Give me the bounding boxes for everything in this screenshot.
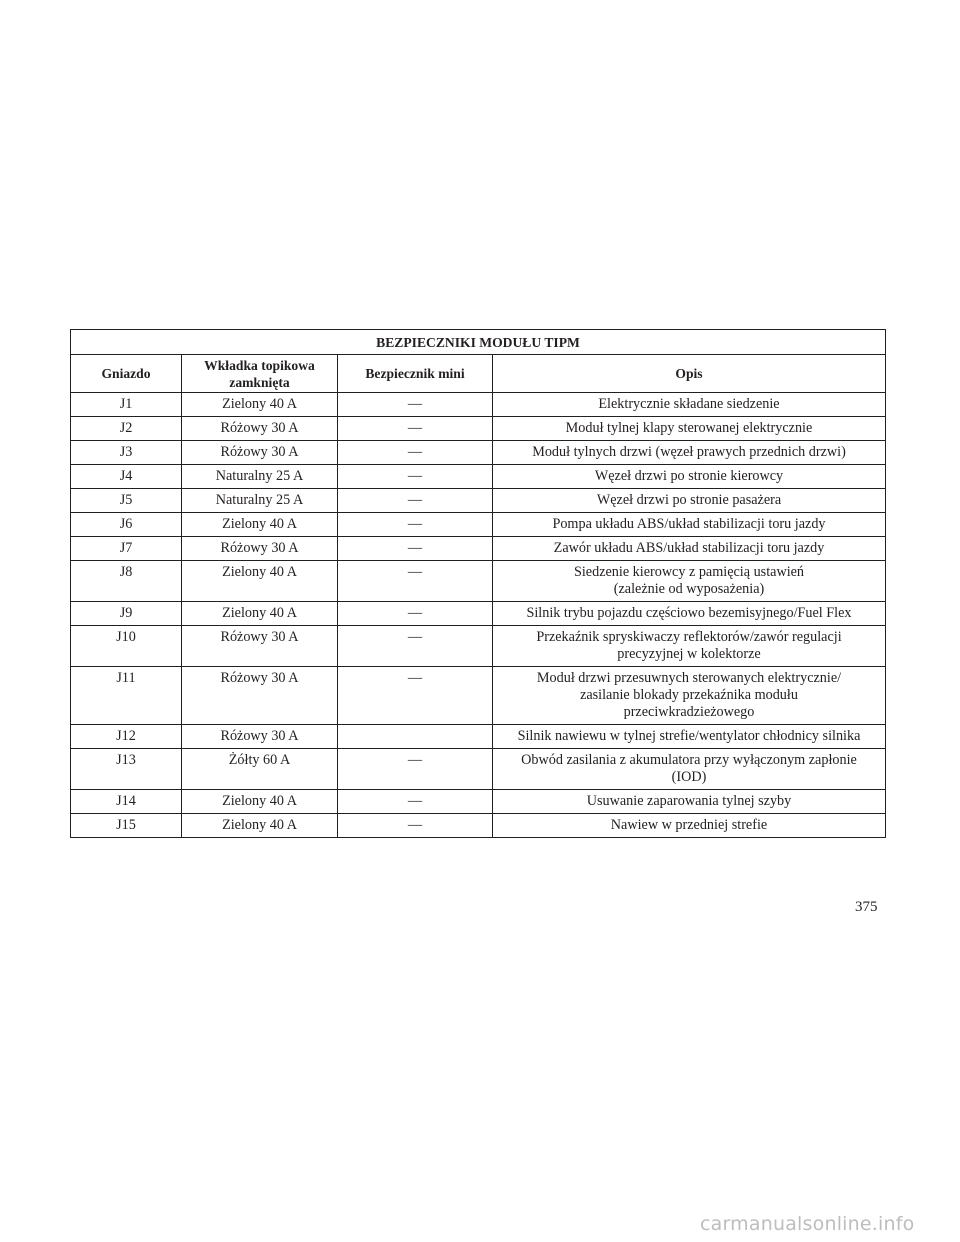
table-row — [71, 513, 886, 537]
description-line: zasilanie blokady przekaźnika modułu — [580, 687, 798, 703]
description-line: (zależnie od wyposażenia) — [613, 581, 765, 597]
cell-socket: J1 — [71, 393, 182, 417]
cell-cartridge-fuse: Różowy 30 A — [182, 667, 338, 725]
cell-mini-fuse: — — [338, 417, 493, 441]
table-row — [71, 626, 886, 667]
cell-mini-fuse: — — [338, 626, 493, 667]
header-cartridge-line2: zamknięta — [229, 374, 290, 390]
cell-cartridge-fuse: Zielony 40 A — [182, 814, 338, 838]
cell-socket: J8 — [71, 561, 182, 602]
cell-cartridge-fuse: Żółty 60 A — [182, 749, 338, 790]
cell-socket: J2 — [71, 417, 182, 441]
table-row — [71, 814, 886, 838]
cell-mini-fuse: — — [338, 465, 493, 489]
cell-socket: J10 — [71, 626, 182, 667]
description-line: Przekaźnik spryskiwaczy reflektorów/zawór regulacji — [536, 629, 842, 645]
cell-description — [493, 749, 886, 790]
cell-mini-fuse: — — [338, 561, 493, 602]
cell-description: Usuwanie zaparowania tylnej szyby — [493, 790, 886, 814]
cell-description — [493, 561, 886, 602]
table-title-row — [71, 330, 886, 355]
cell-description: Węzeł drzwi po stronie kierowcy — [493, 465, 886, 489]
cell-socket: J4 — [71, 465, 182, 489]
table-row — [71, 537, 886, 561]
cell-socket: J7 — [71, 537, 182, 561]
cell-description: Elektrycznie składane siedzenie — [493, 393, 886, 417]
description-line: Obwód zasilania z akumulatora przy wyłączonym zapłonie — [521, 752, 857, 768]
cell-cartridge-fuse: Różowy 30 A — [182, 626, 338, 667]
cell-mini-fuse: — — [338, 537, 493, 561]
table-row — [71, 749, 886, 790]
header-socket: Gniazdo — [71, 355, 182, 393]
cell-cartridge-fuse: Różowy 30 A — [182, 725, 338, 749]
table-row — [71, 725, 886, 749]
cell-socket: J6 — [71, 513, 182, 537]
cell-description: Silnik nawiewu w tylnej strefie/wentylator chłodnicy silnika — [493, 725, 886, 749]
cell-mini-fuse: — — [338, 602, 493, 626]
header-cartridge-fuse — [182, 355, 338, 393]
fuse-table — [70, 329, 886, 838]
cell-description: Moduł tylnej klapy sterowanej elektrycznie — [493, 417, 886, 441]
table-row — [71, 465, 886, 489]
cell-cartridge-fuse: Różowy 30 A — [182, 441, 338, 465]
cell-description: Moduł tylnych drzwi (węzeł prawych przednich drzwi) — [493, 441, 886, 465]
page-number: 375 — [855, 899, 878, 915]
table-row — [71, 417, 886, 441]
description-line: Moduł drzwi przesuwnych sterowanych elektrycznie/ — [536, 670, 842, 686]
cell-cartridge-fuse: Zielony 40 A — [182, 561, 338, 602]
cell-socket: J11 — [71, 667, 182, 725]
cell-cartridge-fuse: Zielony 40 A — [182, 513, 338, 537]
table-row — [71, 667, 886, 725]
cell-mini-fuse: — — [338, 441, 493, 465]
footer-watermark: carmanualsonline.info — [700, 1213, 915, 1235]
cell-description: Węzeł drzwi po stronie pasażera — [493, 489, 886, 513]
fuse-rows — [71, 393, 886, 838]
cell-socket: J13 — [71, 749, 182, 790]
cell-socket: J14 — [71, 790, 182, 814]
table-header-row — [71, 355, 886, 393]
description-line: precyzyjnej w kolektorze — [617, 646, 761, 662]
table-row — [71, 602, 886, 626]
cell-mini-fuse: — — [338, 749, 493, 790]
description-line: Siedzenie kierowcy z pamięcią ustawień — [573, 564, 805, 580]
cell-description: Zawór układu ABS/układ stabilizacji toru jazdy — [493, 537, 886, 561]
header-description: Opis — [493, 355, 886, 393]
cell-description — [493, 626, 886, 667]
cell-cartridge-fuse: Naturalny 25 A — [182, 465, 338, 489]
cell-socket: J12 — [71, 725, 182, 749]
cell-description: Nawiew w przedniej strefie — [493, 814, 886, 838]
table-row — [71, 561, 886, 602]
cell-description: Pompa układu ABS/układ stabilizacji toru jazdy — [493, 513, 886, 537]
cell-socket: J15 — [71, 814, 182, 838]
cell-mini-fuse: — — [338, 667, 493, 725]
cell-mini-fuse — [338, 725, 493, 749]
cell-cartridge-fuse: Różowy 30 A — [182, 417, 338, 441]
cell-socket: J9 — [71, 602, 182, 626]
table-row — [71, 441, 886, 465]
cell-description — [493, 667, 886, 725]
cell-description: Silnik trybu pojazdu częściowo bezemisyjnego/Fuel Flex — [493, 602, 886, 626]
header-mini-fuse: Bezpiecznik mini — [338, 355, 493, 393]
table-row — [71, 489, 886, 513]
cell-mini-fuse: — — [338, 814, 493, 838]
description-line: (IOD) — [671, 769, 707, 785]
cell-socket: J5 — [71, 489, 182, 513]
cell-cartridge-fuse: Zielony 40 A — [182, 790, 338, 814]
cell-mini-fuse: — — [338, 513, 493, 537]
cell-socket: J3 — [71, 441, 182, 465]
cell-cartridge-fuse: Naturalny 25 A — [182, 489, 338, 513]
table-row — [71, 393, 886, 417]
description-line: przeciwkradzieżowego — [623, 704, 755, 720]
cell-mini-fuse: — — [338, 489, 493, 513]
table-row — [71, 790, 886, 814]
cell-cartridge-fuse: Zielony 40 A — [182, 602, 338, 626]
cell-cartridge-fuse: Zielony 40 A — [182, 393, 338, 417]
cell-mini-fuse: — — [338, 393, 493, 417]
cell-cartridge-fuse: Różowy 30 A — [182, 537, 338, 561]
table-title: BEZPIECZNIKI MODUŁU TIPM — [71, 330, 886, 355]
header-cartridge-line1: Wkładka topikowa — [204, 357, 315, 373]
cell-mini-fuse: — — [338, 790, 493, 814]
